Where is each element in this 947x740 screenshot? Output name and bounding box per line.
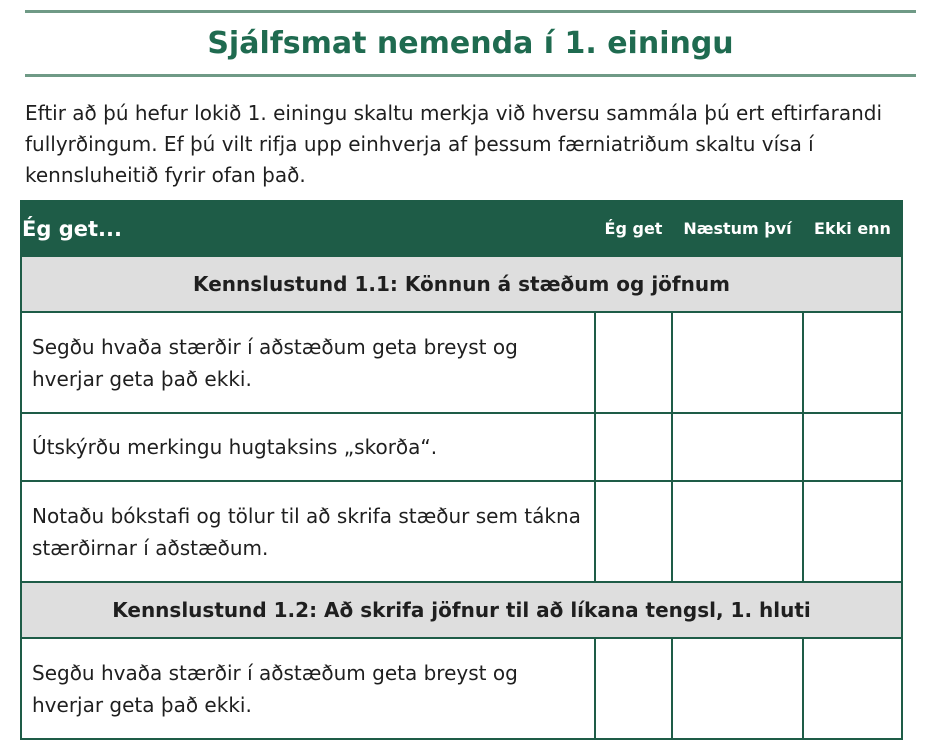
intro-paragraph: Eftir að þú hefur lokið 1. einingu skaltu merkja við hversu sammála þú ert eftirfarandi fullyrðingum. Ef þú vilt rifja upp einhverja af þessum færniatriðum skaltu vísa í kennsluheitið fyrir ofan það. bbox=[25, 101, 883, 187]
check-cell-not-yet[interactable] bbox=[803, 638, 902, 739]
check-cell-almost[interactable] bbox=[672, 413, 803, 481]
statement-text: Segðu hvaða stærðir í aðstæðum geta breyst og hverjar geta það ekki. bbox=[21, 312, 595, 413]
table-row bbox=[21, 638, 902, 739]
check-cell-not-yet[interactable] bbox=[803, 413, 902, 481]
header-almost: Næstum því bbox=[672, 201, 803, 256]
title-top-rule bbox=[25, 10, 916, 13]
table-row bbox=[21, 312, 902, 413]
check-cell-almost[interactable] bbox=[672, 481, 803, 582]
title-bottom-rule bbox=[25, 74, 916, 77]
check-cell-i-can[interactable] bbox=[595, 413, 672, 481]
statement-text: Notaðu bókstafi og tölur til að skrifa stæður sem tákna stærðirnar í aðstæðum. bbox=[21, 481, 595, 582]
check-cell-not-yet[interactable] bbox=[803, 312, 902, 413]
table-row bbox=[21, 481, 902, 582]
page-title: Sjálfsmat nemenda í 1. einingu bbox=[207, 26, 734, 61]
self-assessment-table bbox=[20, 200, 903, 740]
statement-text: Útskýrðu merkingu hugtaksins „skorða“. bbox=[21, 413, 595, 481]
header-i-can: Ég get bbox=[595, 201, 672, 256]
table-row bbox=[21, 413, 902, 481]
check-cell-i-can[interactable] bbox=[595, 481, 672, 582]
check-cell-i-can[interactable] bbox=[595, 312, 672, 413]
table-header-row bbox=[21, 201, 902, 256]
section-title: Kennslustund 1.1: Könnun á stæðum og jöfnum bbox=[21, 256, 902, 312]
check-cell-i-can[interactable] bbox=[595, 638, 672, 739]
check-cell-almost[interactable] bbox=[672, 312, 803, 413]
section-row-lesson-1-1 bbox=[21, 256, 902, 312]
header-not-yet: Ekki enn bbox=[803, 201, 902, 256]
section-title: Kennslustund 1.2: Að skrifa jöfnur til að líkana tengsl, 1. hluti bbox=[21, 582, 902, 638]
section-row-lesson-1-2 bbox=[21, 582, 902, 638]
header-skill: Ég get... bbox=[21, 201, 595, 256]
statement-text: Segðu hvaða stærðir í aðstæðum geta breyst og hverjar geta það ekki. bbox=[21, 638, 595, 739]
check-cell-not-yet[interactable] bbox=[803, 481, 902, 582]
check-cell-almost[interactable] bbox=[672, 638, 803, 739]
